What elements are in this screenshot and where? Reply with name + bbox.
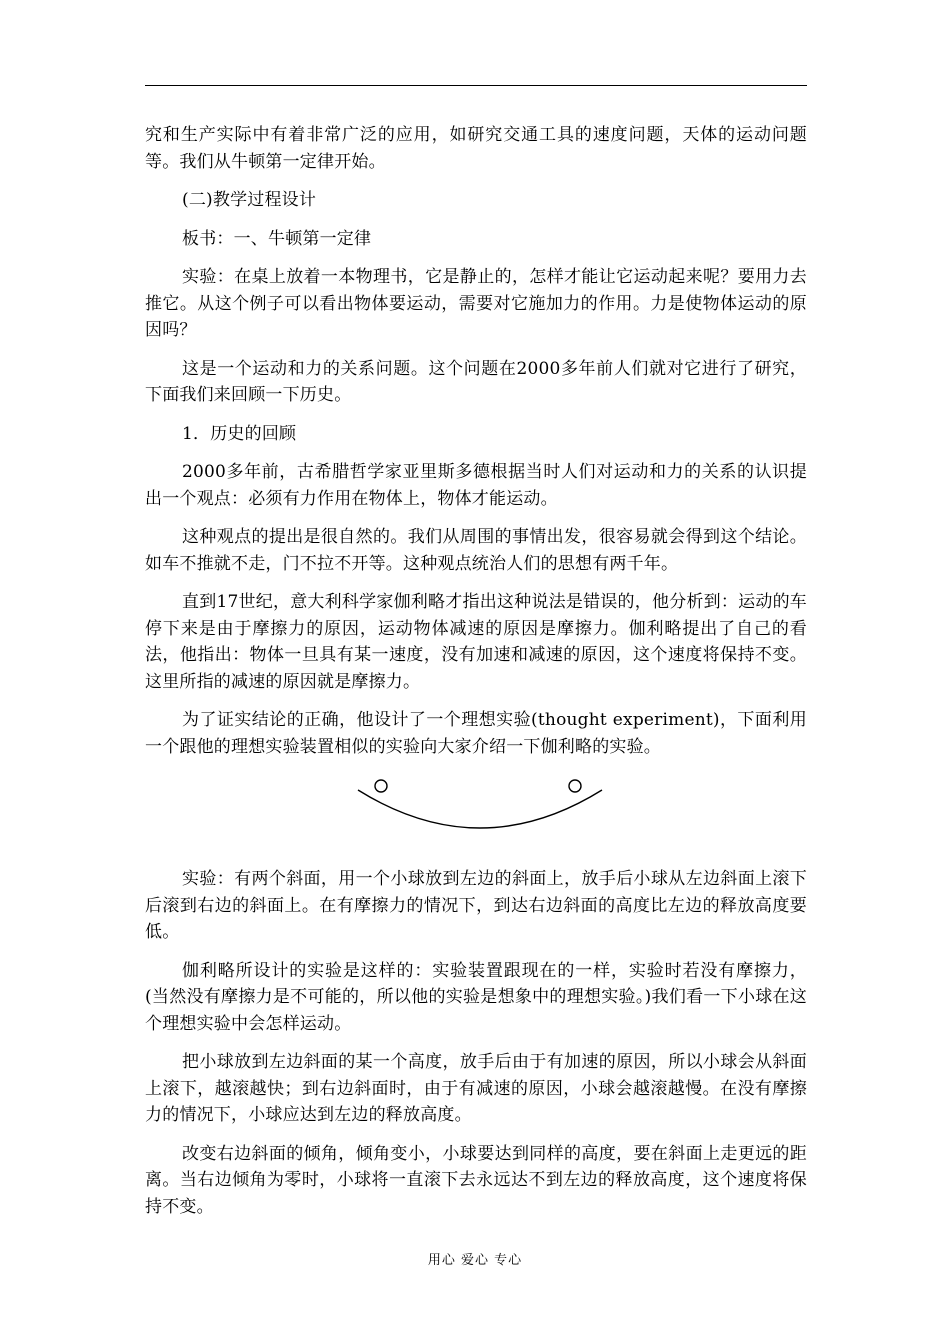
inclined-planes-diagram — [350, 768, 610, 838]
track-curve — [358, 790, 602, 828]
inclined-planes-figure — [145, 768, 807, 858]
paragraph: 2000多年前，古希腊哲学家亚里斯多德根据当时人们对运动和力的关系的认识提出一个观点：必须有力作用在物体上，物体才能运动。 — [145, 462, 807, 509]
paragraph: 为了证实结论的正确，他设计了一个理想实验(thought experiment)，下面利用一个跟他的理想实验装置相似的实验向大家介绍一下伽利略的实验。 — [145, 710, 807, 757]
paragraph: 把小球放到左边斜面的某一个高度，放手后由于有加速的原因，所以小球会从斜面上滚下，越滚越快；到右边斜面时，由于有减速的原因，小球会越滚越慢。在没有摩擦力的情况下，小球应达到左边的释放高度。 — [145, 1052, 807, 1125]
board-heading: 板书：一、牛顿第一定律 — [182, 228, 372, 249]
paragraph: 实验：在桌上放着一本物理书，它是静止的，怎样才能让它运动起来呢？要用力去推它。从这个例子可以看出物体要运动，需要对它施加力的作用。力是使物体运动的原因吗？ — [145, 267, 807, 340]
paragraph: 改变右边斜面的倾角，倾角变小，小球要达到同样的高度，要在斜面上走更远的距离。当右边倾角为零时，小球将一直滚下去永远达不到左边的释放高度，这个速度将保持不变。 — [145, 1143, 807, 1217]
paragraph: 这是一个运动和力的关系问题。这个问题在2000多年前人们就对它进行了研究，下面我们来回顾一下历史。 — [145, 358, 807, 405]
document-body — [145, 122, 807, 1232]
paragraph: 实验：有两个斜面，用一个小球放到左边的斜面上，放手后小球从左边斜面上滚下后滚到右边的斜面上。在有摩擦力的情况下，到达右边斜面的高度比左边的释放高度要低。 — [145, 869, 807, 942]
paragraph: 直到17世纪，意大利科学家伽利略才指出这种说法是错误的，他分析到：运动的车停下来是由于摩擦力的原因，运动物体减速的原因是摩擦力。伽利略提出了自己的看法，他指出：物体一旦具有某一速度，没有加速和减速的原因，这个速度将保持不变。这里所指的减速的原因就是摩擦力。 — [145, 592, 807, 692]
left-ball — [375, 780, 387, 792]
right-ball — [569, 780, 581, 792]
paragraph: 究和生产实际中有着非常广泛的应用，如研究交通工具的速度问题，天体的运动问题等。我们从牛顿第一定律开始。 — [145, 125, 807, 172]
header-rule — [145, 85, 807, 86]
paragraph: 这种观点的提出是很自然的。我们从周围的事情出发，很容易就会得到这个结论。如车不推就不走，门不拉不开等。这种观点统治人们的思想有两千年。 — [145, 527, 807, 574]
section-heading: (二)教学过程设计 — [182, 190, 317, 210]
subsection-heading: 1．历史的回顾 — [182, 423, 297, 444]
paragraph: 伽利略所设计的实验是这样的：实验装置跟现在的一样，实验时若没有摩擦力，(当然没有摩擦力是不可能的，所以他的实验是想象中的理想实验。)我们看一下小球在这个理想实验中会怎样运动。 — [145, 960, 807, 1034]
page-footer: 用心 爱心 专心 — [427, 1253, 523, 1268]
